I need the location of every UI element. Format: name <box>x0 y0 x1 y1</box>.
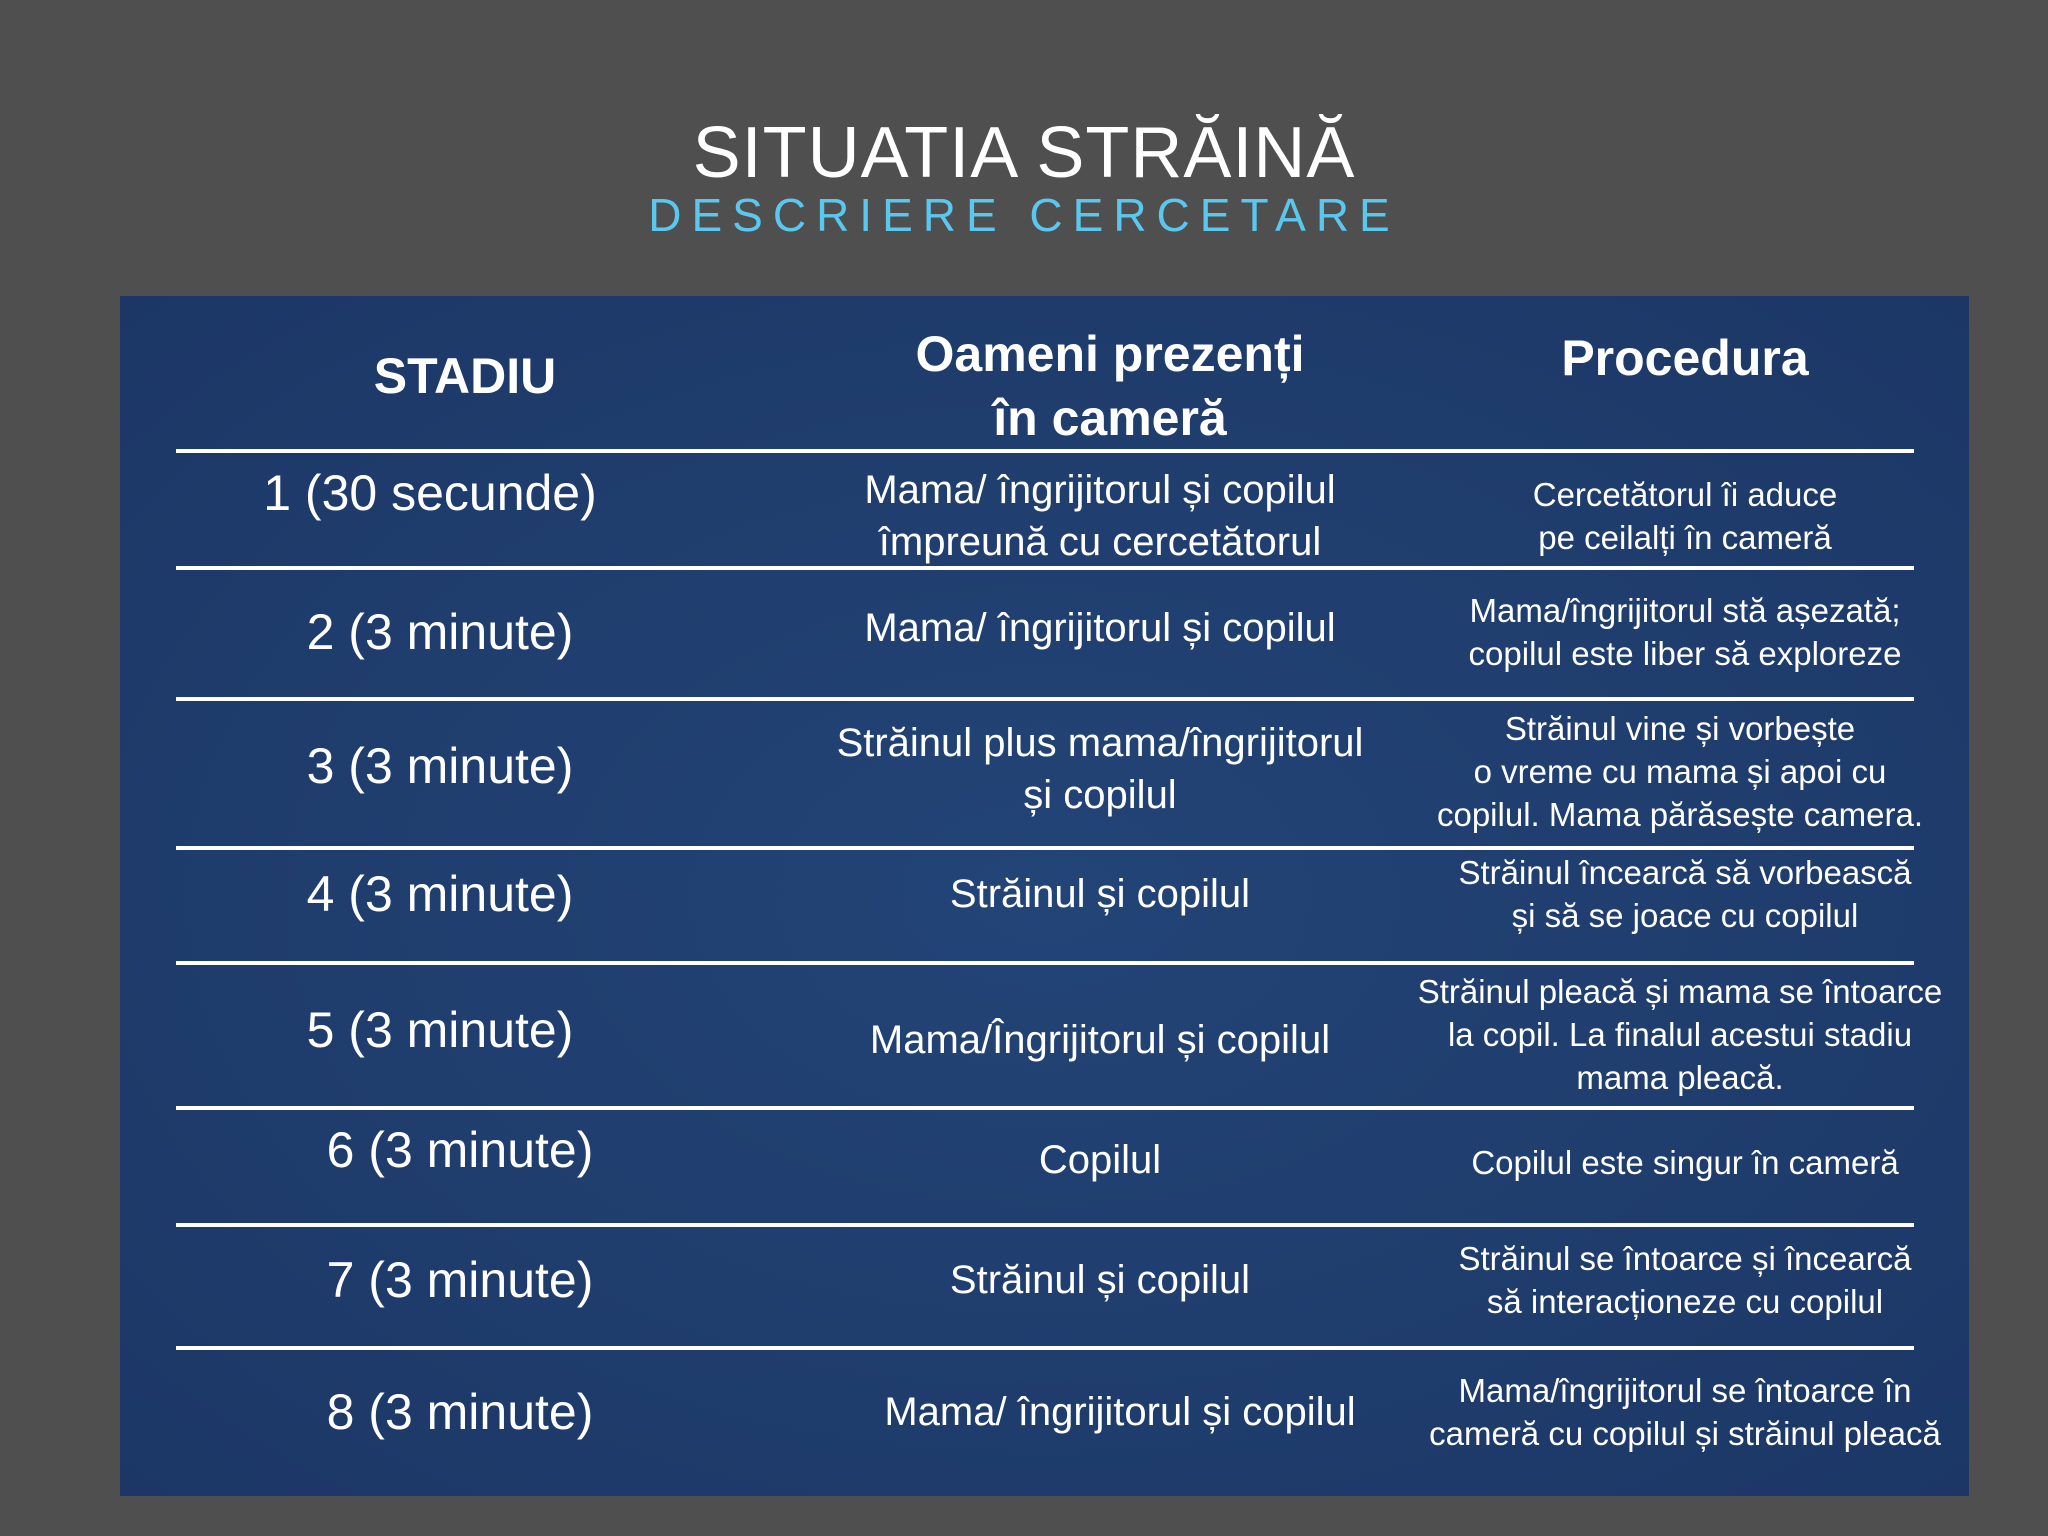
row-8-people: Mama/ îngrijitorul și copilul <box>884 1390 1356 1434</box>
row-4-procedure: Străinul încearcă să vorbească și să se joace cu copilul <box>1458 854 1912 934</box>
table-rule <box>176 1106 1914 1110</box>
row-5-stage: 5 (3 minute) <box>306 1002 574 1058</box>
table-rule <box>176 566 1914 570</box>
row-1-people: Mama/ îngrijitorul și copilul împreună cu cercetătorul <box>864 468 1336 564</box>
row-4-stage: 4 (3 minute) <box>306 866 574 922</box>
slide-subtitle: DESCRIERE CERCETARE <box>648 189 1400 241</box>
table-rule <box>176 1346 1914 1350</box>
stages-table <box>120 296 1969 1496</box>
row-6-procedure: Copilul este singur în cameră <box>1471 1143 1899 1181</box>
table-rule <box>176 697 1914 701</box>
row-3-procedure: Străinul vine și vorbește o vreme cu mama și apoi cu copilul. Mama părăsește camera. <box>1436 709 1924 833</box>
row-2-people: Mama/ îngrijitorul și copilul <box>864 606 1336 650</box>
row-5-procedure: Străinul pleacă și mama se întoarce la copil. La finalul acestui stadiu mama pleacă. <box>1417 972 1943 1096</box>
row-7-stage: 7 (3 minute) <box>326 1252 594 1308</box>
column-header-people: Oameni prezenți în cameră <box>915 326 1305 446</box>
column-header-procedure: Procedura <box>1561 330 1809 386</box>
row-8-procedure: Mama/îngrijitorul se întoarce în cameră cu copilul și străinul pleacă <box>1429 1372 1941 1452</box>
row-7-procedure: Străinul se întoarce și încearcă să interacționeze cu copilul <box>1458 1240 1912 1320</box>
row-4-people: Străinul și copilul <box>949 872 1251 916</box>
row-8-stage: 8 (3 minute) <box>326 1384 594 1440</box>
row-3-people: Străinul plus mama/îngrijitorul și copilul <box>836 721 1364 817</box>
row-5-people: Mama/Îngrijitorul și copilul <box>869 1018 1331 1062</box>
row-6-people: Copilul <box>1038 1138 1162 1182</box>
row-1-procedure: Cercetătorul îi aduce pe ceilalți în cameră <box>1532 476 1838 556</box>
table-rule <box>176 1223 1914 1227</box>
slide-title: SITUATIA STRĂINĂ <box>692 113 1356 193</box>
row-2-procedure: Mama/îngrijitorul stă așezată; copilul este liber să exploreze <box>1468 592 1902 672</box>
table-rule <box>176 961 1914 965</box>
row-2-stage: 2 (3 minute) <box>306 604 574 660</box>
table-rule <box>176 449 1914 453</box>
row-6-stage: 6 (3 minute) <box>326 1122 594 1178</box>
row-1-stage: 1 (30 secunde) <box>263 465 597 521</box>
row-3-stage: 3 (3 minute) <box>306 738 574 794</box>
column-header-stage: STADIU <box>373 348 557 404</box>
row-7-people: Străinul și copilul <box>949 1258 1251 1302</box>
